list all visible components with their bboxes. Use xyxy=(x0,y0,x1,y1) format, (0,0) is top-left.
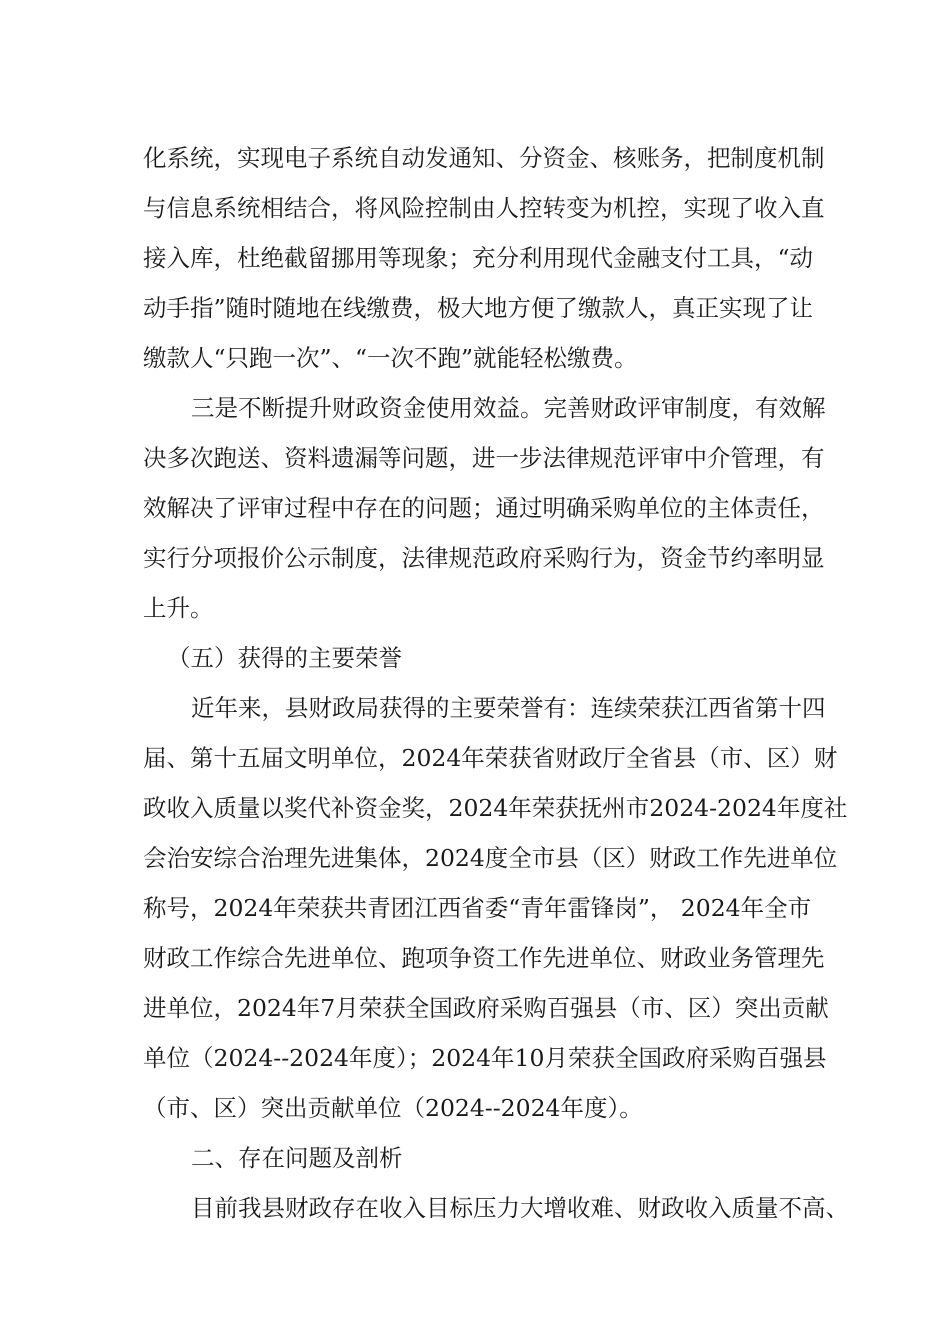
text-line: 缴款人“只跑一次”、“一次不跑”就能轻松缴费。 xyxy=(143,344,638,372)
text-line: 称号，2024年荣获共青团江西省委“青年雷锋岗”， 2024年全市 xyxy=(143,894,812,922)
text-line: 上升。 xyxy=(143,594,214,622)
text-line: 单位（2024--2024年度）；2024年10月荣获全国政府采购百强县 xyxy=(143,1044,827,1072)
text-line: 实行分项报价公示制度，法律规范政府采购行为，资金节约率明显 xyxy=(143,544,825,572)
text-line: 会治安综合治理先进集体，2024度全市县（区）财政工作先进单位 xyxy=(143,844,838,872)
text-line: 与信息系统相结合，将风险控制由人控转变为机控，实现了收入直 xyxy=(143,194,825,222)
paragraph-start-line: 三是不断提升财政资金使用效益。完善财政评审制度，有效解 xyxy=(191,394,826,422)
text-line: 化系统，实现电子系统自动发通知、分资金、核账务，把制度机制 xyxy=(143,144,825,172)
text-line: 进单位，2024年7月荣获全国政府采购百强县（市、区）突出贡献 xyxy=(143,994,829,1022)
paragraph-start-line: 近年来，县财政局获得的主要荣誉有：连续荣获江西省第十四 xyxy=(191,694,826,722)
text-line: 动手指”随时随地在线缴费，极大地方便了缴款人，真正实现了让 xyxy=(143,294,814,322)
section-heading: 二、存在问题及剖析 xyxy=(191,1144,403,1172)
text-line: 届、第十五届文明单位，2024年荣获省财政厅全省县（市、区）财 xyxy=(143,744,838,772)
text-line: 决多次跑送、资料遗漏等问题，进一步法律规范评审中介管理，有 xyxy=(143,444,825,472)
text-line: 财政工作综合先进单位、跑项争资工作先进单位、财政业务管理先 xyxy=(143,944,825,972)
text-line: 效解决了评审过程中存在的问题；通过明确采购单位的主体责任， xyxy=(143,494,825,522)
section-heading: （五）获得的主要荣誉 xyxy=(167,644,402,672)
text-line: （市、区）突出贡献单位（2024--2024年度）。 xyxy=(143,1094,643,1122)
text-line: 政收入质量以奖代补资金奖，2024年荣获抚州市2024-2024年度社 xyxy=(143,794,848,822)
text-line: 接入库，杜绝截留挪用等现象；充分利用现代金融支付工具，“动 xyxy=(143,244,814,272)
paragraph-start-line: 目前我县财政存在收入目标压力大增收难、财政收入质量不高、 xyxy=(191,1194,849,1222)
